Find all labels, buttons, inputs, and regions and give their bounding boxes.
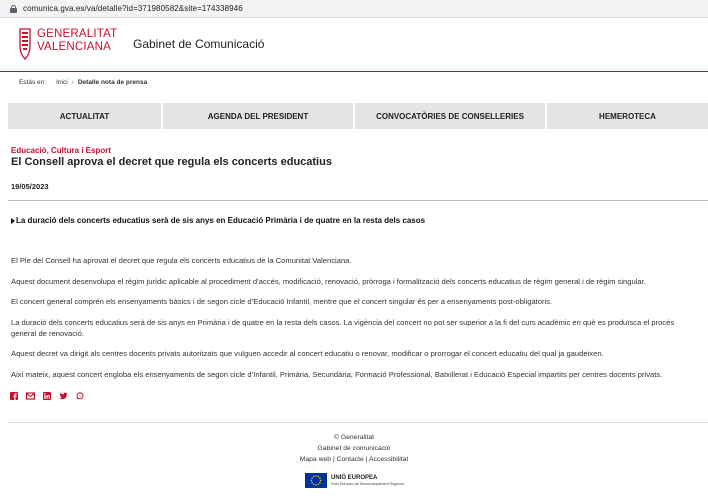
- summary-text: La duració dels concerts educatius serà de sis anys en Educació Primària i de quatre en la resta dels casos: [16, 216, 426, 225]
- eu-subtitle: Fons Europeu de Desenvolupament Regional: [331, 481, 404, 486]
- footer-divider: [8, 422, 708, 423]
- breadcrumb-current: Detalle nota de prensa: [77, 79, 148, 86]
- breadcrumb-label: Estàs en:: [19, 79, 47, 86]
- logo-line-2: VALENCIANA: [37, 41, 112, 53]
- site-header: [0, 18, 708, 72]
- footer-copyright: © Generalitat: [333, 434, 375, 441]
- twitter-icon[interactable]: [59, 392, 68, 400]
- article-paragraph: Aquest decret va dirigit als centres docents privats autoritzats que vulguen accedir al concert educatiu o renovar, modificar o prorrogar el concert educatiu del qual ja gaudeixen.: [11, 349, 604, 358]
- footer-link-sitemap[interactable]: Mapa web: [299, 456, 332, 463]
- footer-org: Gabinet de comunicació: [317, 445, 391, 452]
- article-category: Educació, Cultura i Esport: [11, 146, 112, 155]
- eu-funding-badge: [305, 473, 404, 488]
- whatsapp-icon[interactable]: [76, 392, 84, 400]
- generalitat-logo-icon[interactable]: [17, 28, 33, 60]
- article-paragraph: Aquest document desenvolupa el règim jurídic aplicable al procediment d’accés, modificació, renovació, pròrroga i formalització dels concerts educatius de règim general i de règim singular.: [11, 276, 646, 286]
- eu-text: [331, 475, 404, 487]
- logo-line-1: GENERALITAT: [37, 28, 118, 40]
- footer-links: [0, 454, 708, 465]
- facebook-icon[interactable]: [10, 392, 18, 400]
- article-paragraph: El concert general comprén els ensenyaments bàsics i de segon cicle d’Educació Infantil, mentre que el concert singular és per a ensenyaments post-obligatoris.: [11, 297, 553, 306]
- breadcrumb-separator: ›: [71, 79, 74, 86]
- article-date: 19/05/2023: [11, 182, 49, 191]
- nav-item-convocatories[interactable]: CONVOCATÒRIES DE CONSELLERIES: [355, 103, 547, 129]
- article-body: [11, 255, 701, 389]
- article-paragraph: Així mateix, aquest concert engloba els ensenyaments de segon cicle d’Infantil, Primària, Secundària, Formació Professional, Batxillerat i Educació Especial impartits per centres docents privats.: [11, 369, 663, 379]
- eu-title: UNIÓ EUROPEA: [331, 474, 378, 481]
- nav-item-hemeroteca[interactable]: HEMEROTECA: [599, 111, 656, 121]
- footer-link-contact[interactable]: Contacte: [336, 456, 364, 463]
- article-title: El Consell aprova el decret que regula els concerts educatius: [11, 156, 332, 168]
- article-paragraph: El Ple del Consell ha aprovat el decret que regula els concerts educatius de la Comunitat Valenciana.: [11, 256, 352, 265]
- eu-flag-icon: [305, 473, 327, 488]
- breadcrumb-home-link[interactable]: Inici: [56, 79, 68, 86]
- site-name[interactable]: Gabinet de Comunicació: [133, 37, 265, 51]
- logo-wordmark[interactable]: [37, 28, 117, 54]
- url-text[interactable]: comunica.gva.es/va/detalle?id=371980582&site=174338946: [23, 4, 243, 13]
- share-bar: [10, 392, 84, 400]
- browser-address-bar[interactable]: [0, 0, 708, 18]
- divider: [8, 200, 708, 201]
- article-summary: [11, 216, 425, 225]
- footer-link-separator: |: [331, 456, 337, 463]
- footer-link-separator: |: [363, 456, 369, 463]
- bullet-triangle-icon: [11, 218, 15, 224]
- footer-link-accessibility[interactable]: Accessibilitat: [369, 456, 409, 463]
- site-footer: [0, 432, 708, 465]
- nav-item-actualitat[interactable]: ACTUALITAT: [8, 103, 163, 129]
- linkedin-icon[interactable]: [43, 392, 51, 400]
- email-icon[interactable]: [26, 392, 35, 400]
- article-paragraph: La duració dels concerts educatius serà de sis anys en Primària i de quatre en la resta dels casos. La vigència del concert no pot ser superior a la fi del curs acadèmic en què es produïsca el procés general de renovació.: [11, 317, 675, 338]
- lock-icon: [10, 5, 17, 13]
- breadcrumb: [19, 79, 147, 86]
- nav-item-agenda[interactable]: AGENDA DEL PRESIDENT: [163, 103, 355, 129]
- main-navigation: [8, 103, 708, 129]
